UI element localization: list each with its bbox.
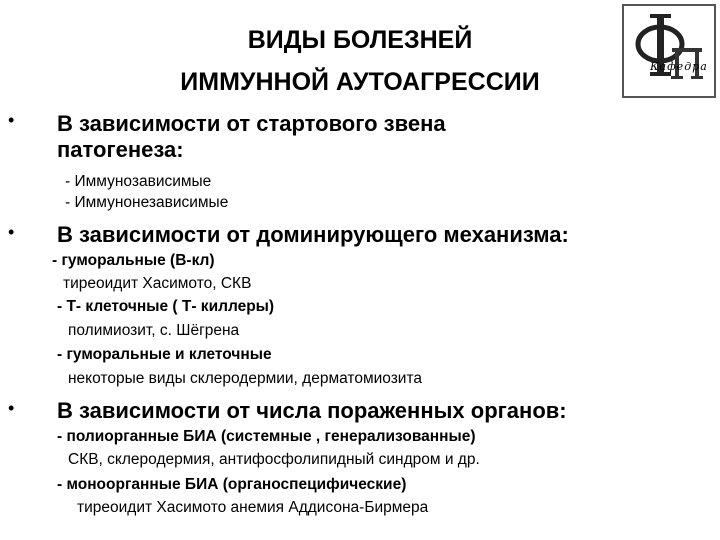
section-2-example: тиреоидит Хасимото, СКВ [63, 275, 252, 292]
section-2-type: - гуморальные и клеточные [57, 346, 272, 363]
section-1-item: - Иммунонезависимые [65, 194, 229, 211]
section-2-type: - Т- клеточные ( Т- киллеры) [57, 298, 275, 315]
section-2-heading: В зависимости от доминирующего механизма: [57, 222, 569, 247]
section-3-heading: В зависимости от числа пораженных органов: [57, 398, 567, 423]
section-2-example: полимиозит, с. Шёгрена [68, 322, 240, 339]
section-2-example: некоторые виды склеродермии, дерматомиозита [68, 370, 423, 387]
section-3-type: - моноорганные БИА (органоспецифические) [57, 476, 407, 493]
phi-department-logo-icon [624, 6, 714, 96]
section-2-type: - гуморальные (В-кл) [52, 252, 215, 269]
department-logo [622, 4, 716, 98]
section-1-item: - Иммунозависимые [65, 173, 212, 190]
section-1-heading-line-2: патогенеза: [57, 137, 184, 162]
bullet-3: • [8, 398, 15, 418]
slide-title-line-1: ВИДЫ БОЛЕЗНЕЙ [247, 26, 473, 54]
logo-caption: Кафедра [650, 60, 708, 73]
bullet-2: • [8, 222, 15, 242]
bullet-1: • [8, 110, 15, 130]
section-1-heading-line-1: В зависимости от стартового звена [57, 111, 446, 136]
section-3-example: тиреоидит Хасимото анемия Аддисона-Бирмера [77, 499, 429, 516]
slide-title-line-2: ИММУННОЙ АУТОАГРЕССИИ [180, 68, 540, 96]
section-3-example: СКВ, склеродермия, антифосфолипидный синдром и др. [68, 451, 480, 468]
section-3-type: - полиорганные БИА (системные , генерализованные) [57, 428, 476, 445]
